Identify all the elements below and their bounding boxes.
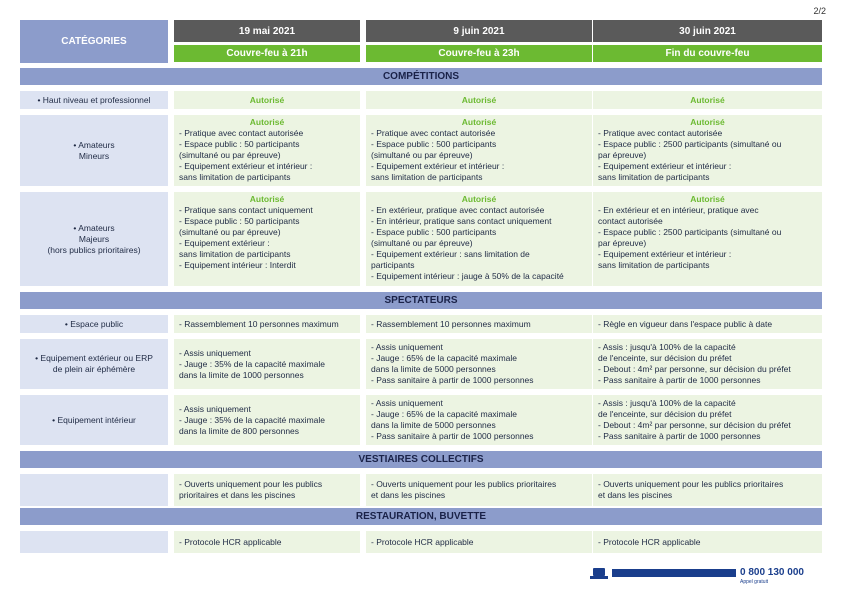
cell-line: dans la limite de 5000 personnes xyxy=(371,420,496,430)
row-label-equipement-exterieur xyxy=(20,339,168,389)
table-row xyxy=(20,474,822,506)
cell-line: - Ouverts uniquement pour les publics prioritaires xyxy=(371,479,557,489)
cell-line: contact autorisée xyxy=(598,216,663,226)
cell-line: - Espace public : 2500 participants (simultané ou xyxy=(598,139,782,149)
cell-line: de l'enceinte, sur décision du préfet xyxy=(598,353,732,363)
row-label-espace-public: • Espace public xyxy=(20,315,168,333)
cell-line: - Equipement extérieur : xyxy=(179,238,270,248)
table-row xyxy=(20,91,822,109)
phase-header-3: Fin du couvre-feu xyxy=(593,45,822,62)
cell-amateurs-majeurs-3 xyxy=(593,192,822,286)
cell-amateurs-majeurs-2 xyxy=(366,192,592,286)
cell-line: et dans les piscines xyxy=(598,490,673,500)
row-label-line: • Amateurs xyxy=(73,222,115,233)
cell-line: - Espace public : 50 participants xyxy=(179,216,300,226)
phase-header-2: Couvre-feu à 23h xyxy=(366,45,592,62)
cell-restauration-1: - Protocole HCR applicable xyxy=(174,531,360,553)
status-authorized: Autorisé xyxy=(690,117,725,127)
cell-line: dans la limite de 1000 personnes xyxy=(179,369,304,380)
cell-line: - Pratique sans contact uniquement xyxy=(179,205,313,215)
cell-line: - Jauge : 35% de la capacité maximale xyxy=(179,358,325,369)
status-authorized: Autorisé xyxy=(593,91,822,109)
cell-line: - En intérieur, pratique sans contact uniquement xyxy=(371,216,552,226)
row-label-line: (hors publics prioritaires) xyxy=(47,244,141,255)
cell-line: dans la limite de 5000 personnes xyxy=(371,364,496,374)
cell-line: - Espace public : 2500 participants (simultané ou xyxy=(598,227,782,237)
cell-line: - Espace public : 500 participants xyxy=(371,139,497,149)
cell-equipement-interieur-3 xyxy=(593,395,822,445)
cell-line: - Assis uniquement xyxy=(371,342,443,352)
cell-equipement-interieur-1 xyxy=(174,395,360,445)
cell-equipement-exterieur-1 xyxy=(174,339,360,389)
table-row xyxy=(20,395,822,445)
status-authorized: Autorisé xyxy=(249,194,285,204)
cell-espace-public-1: - Rassemblement 10 personnes maximum xyxy=(174,315,360,333)
status-authorized: Autorisé xyxy=(461,117,497,127)
phone-subtitle: Appel gratuit xyxy=(740,578,769,585)
cell-line: - Debout : 4m² par personne, sur décision du préfet xyxy=(598,364,791,374)
status-authorized: Autorisé xyxy=(461,194,497,204)
cell-line: (simultané ou par épreuve) xyxy=(371,150,473,160)
table-row xyxy=(20,192,822,286)
cell-line: - Pass sanitaire à partir de 1000 personnes xyxy=(598,375,761,385)
cell-line: (simultané ou par épreuve) xyxy=(179,227,281,237)
table-row xyxy=(20,531,822,553)
cell-line: (simultané ou par épreuve) xyxy=(371,238,473,248)
cell-line: - Equipement intérieur : Interdit xyxy=(179,260,296,270)
cell-line: sans limitation de participants xyxy=(179,249,291,259)
date-header-3: 30 juin 2021 xyxy=(593,20,822,42)
cell-line: par épreuve) xyxy=(598,150,647,160)
row-label-haut-niveau: • Haut niveau et professionnel xyxy=(20,91,168,109)
cell-line: - Pass sanitaire à partir de 1000 personnes xyxy=(598,431,761,441)
cell-line: - En extérieur et en intérieur, pratique avec xyxy=(598,205,759,215)
table-row xyxy=(20,339,822,389)
cell-line: - Equipement extérieur et intérieur : xyxy=(371,161,505,171)
table-header xyxy=(20,20,822,63)
cell-line: - En extérieur, pratique avec contact autorisée xyxy=(371,205,545,215)
cell-line: - Assis uniquement xyxy=(371,398,443,408)
cell-vestiaires-1 xyxy=(174,474,360,506)
section-restauration: RESTAURATION, BUVETTE xyxy=(20,508,822,525)
cell-line: prioritaires et dans les piscines xyxy=(179,490,296,500)
cell-line: - Jauge : 65% de la capacité maximale xyxy=(371,409,517,419)
laptop-icon xyxy=(590,568,608,579)
cell-line: - Equipement extérieur et intérieur : xyxy=(179,161,313,171)
cell-amateurs-mineurs-3 xyxy=(593,115,822,186)
phase-header-1: Couvre-feu à 21h xyxy=(174,45,360,62)
row-label-line: Majeurs xyxy=(78,233,110,244)
cell-equipement-exterieur-3 xyxy=(593,339,822,389)
cell-line: - Assis : jusqu'à 100% de la capacité xyxy=(598,342,736,352)
phone-number-block xyxy=(740,562,804,585)
cell-line: - Pass sanitaire à partir de 1000 personnes xyxy=(371,431,534,441)
date-header-2: 9 juin 2021 xyxy=(366,20,592,42)
cell-line: participants xyxy=(371,260,415,270)
footer-contact xyxy=(590,566,810,585)
page-number: 2/2 xyxy=(813,6,826,16)
row-label-empty xyxy=(20,531,168,553)
cell-line: - Espace public : 500 participants xyxy=(371,227,497,237)
cell-line: - Equipement intérieur : jauge à 50% de la capacité xyxy=(371,271,564,281)
categories-header: CATÉGORIES xyxy=(20,20,168,63)
table-row xyxy=(20,115,822,186)
cell-line: - Assis : jusqu'à 100% de la capacité xyxy=(598,398,736,408)
status-authorized: Autorisé xyxy=(249,117,285,127)
cell-line: - Jauge : 35% de la capacité maximale xyxy=(179,414,325,425)
section-competitions: COMPÉTITIONS xyxy=(20,68,822,85)
cell-line: - Pratique avec contact autorisée xyxy=(598,128,723,138)
cell-vestiaires-3 xyxy=(593,474,822,506)
cell-line: par épreuve) xyxy=(598,238,647,248)
cell-line: - Pratique avec contact autorisée xyxy=(371,128,496,138)
cell-espace-public-3: - Règle en vigueur dans l'espace public à date xyxy=(593,315,822,333)
cell-line: sans limitation de participants xyxy=(179,172,291,182)
section-vestiaires: VESTIAIRES COLLECTIFS xyxy=(20,451,822,468)
cell-line: et dans les piscines xyxy=(371,490,446,500)
cell-amateurs-majeurs-1 xyxy=(174,192,360,286)
cell-espace-public-2: - Rassemblement 10 personnes maximum xyxy=(366,315,592,333)
cell-vestiaires-2 xyxy=(366,474,592,506)
date-header-1: 19 mai 2021 xyxy=(174,20,360,42)
cell-line: - Assis uniquement xyxy=(179,347,251,358)
cell-line: - Pratique avec contact autorisée xyxy=(179,128,304,138)
cell-amateurs-mineurs-1 xyxy=(174,115,360,186)
row-label-amateurs-mineurs xyxy=(20,115,168,186)
footer-link-bar[interactable] xyxy=(612,569,736,577)
row-label-line: • Amateurs xyxy=(73,139,115,150)
row-label-amateurs-majeurs xyxy=(20,192,168,286)
cell-restauration-2: - Protocole HCR applicable xyxy=(366,531,592,553)
cell-line: (simultané ou par épreuve) xyxy=(179,150,281,160)
cell-equipement-exterieur-2 xyxy=(366,339,592,389)
row-label-line: Mineurs xyxy=(78,150,110,161)
cell-line: dans la limite de 800 personnes xyxy=(179,425,300,436)
cell-line: - Ouverts uniquement pour les publics prioritaires xyxy=(598,479,784,489)
cell-line: - Equipement extérieur et intérieur : xyxy=(598,249,732,259)
cell-line: de l'enceinte, sur décision du préfet xyxy=(598,409,732,419)
cell-line: - Equipement extérieur et intérieur : xyxy=(598,161,732,171)
cell-line: - Ouverts uniquement pour les publics xyxy=(179,479,323,489)
cell-line: - Equipement extérieur : sans limitation de xyxy=(371,249,530,259)
status-authorized: Autorisé xyxy=(690,194,725,204)
status-authorized: Autorisé xyxy=(174,91,360,109)
cell-line: sans limitation de participants xyxy=(598,172,710,182)
row-label-equipement-interieur: • Equipement intérieur xyxy=(20,395,168,445)
cell-equipement-interieur-2 xyxy=(366,395,592,445)
cell-line: - Assis uniquement xyxy=(179,403,251,414)
cell-line: - Debout : 4m² par personne, sur décision du préfet xyxy=(598,420,791,430)
status-authorized: Autorisé xyxy=(366,91,592,109)
row-label-line: • Equipement extérieur ou ERP xyxy=(35,353,153,363)
cell-line: sans limitation de participants xyxy=(598,260,710,270)
section-spectateurs: SPECTATEURS xyxy=(20,292,822,309)
row-label-empty xyxy=(20,474,168,506)
row-label-line: de plein air éphémère xyxy=(52,364,136,374)
cell-line: sans limitation de participants xyxy=(371,172,483,182)
cell-line: - Pass sanitaire à partir de 1000 personnes xyxy=(371,375,534,385)
phone-number: 0 800 130 000 xyxy=(740,566,804,578)
cell-line: - Espace public : 50 participants xyxy=(179,139,300,149)
cell-amateurs-mineurs-2 xyxy=(366,115,592,186)
cell-line: - Jauge : 65% de la capacité maximale xyxy=(371,353,517,363)
table-row xyxy=(20,315,822,333)
cell-restauration-3: - Protocole HCR applicable xyxy=(593,531,822,553)
